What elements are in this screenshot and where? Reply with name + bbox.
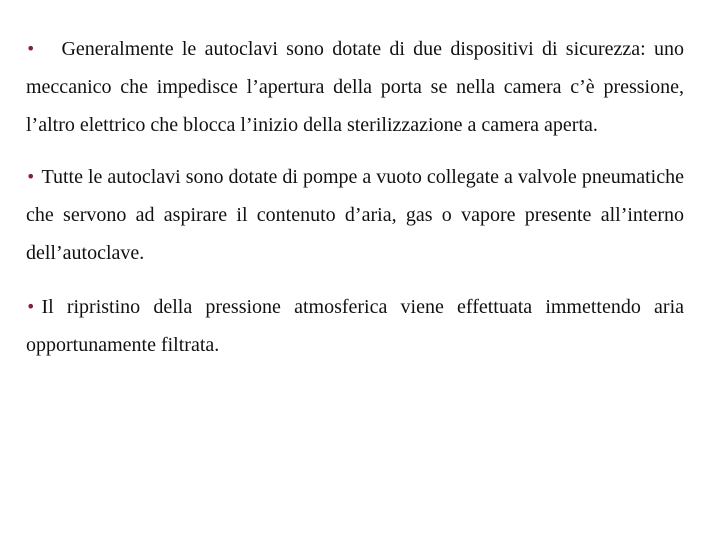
bullet-paragraph-1: [26, 30, 684, 144]
bullet-icon: •: [26, 167, 36, 186]
bullet-paragraph-3: [26, 288, 684, 364]
bullet-icon: •: [26, 39, 36, 58]
paragraph-text: Tutte le autoclavi sono dotate di pompe a vuoto collegate a valvole pneumatiche che servono ad aspirare il contenuto d’aria, gas o vapore presente all’interno dell’autoclave.: [26, 166, 684, 264]
slide-content: [26, 30, 684, 364]
paragraph-text: Il ripristino della pressione atmosferica viene effettuata immettendo aria opportunamente filtrata.: [26, 296, 684, 356]
bullet-icon: •: [26, 297, 36, 316]
bullet-paragraph-2: [26, 158, 684, 272]
paragraph-text: Generalmente le autoclavi sono dotate di due dispositivi di sicurezza: uno meccanico che impedisce l’apertura della porta se nella camera c’è pressione, l’altro elettrico che blocca l’inizio della sterilizzazione a camera aperta.: [26, 38, 684, 136]
